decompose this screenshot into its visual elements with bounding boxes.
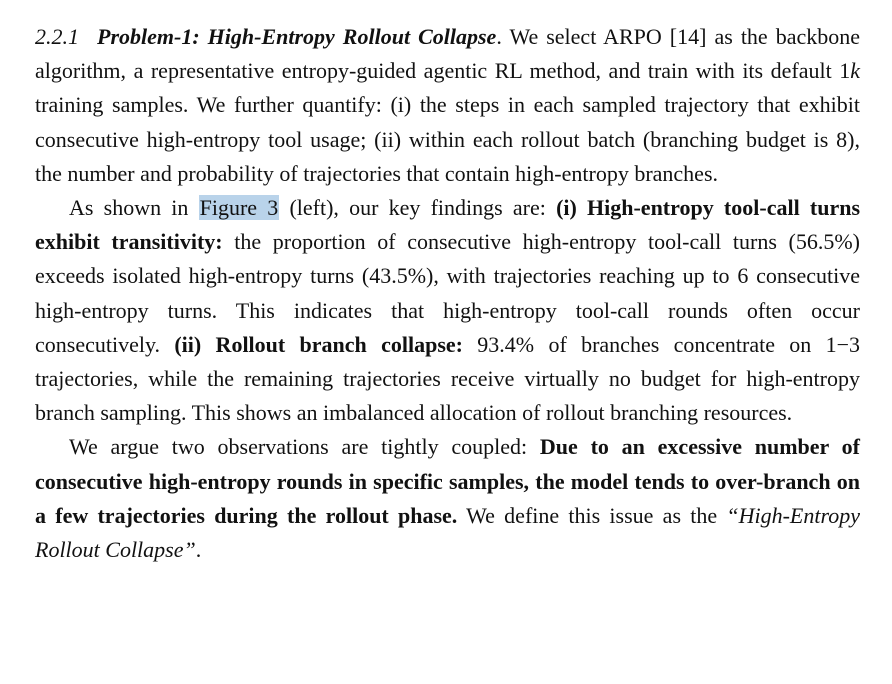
p3-bold-claim: Due to an excessive number of consecutive high-entropy rounds in specific samples, the model tends to over-branch on a few trajectories during the rollout phase. (35, 434, 861, 528)
section-number: 2.2.1 (35, 24, 79, 49)
paper-body (35, 20, 860, 567)
figure-reference-link[interactable]: Figure 3 (199, 195, 279, 221)
p2-c: the proportion of consecutive high-entropy tool-call turns (56.5%) exceeds isolated high-entropy turns (43.5%), with trajectories reaching up to 6 consecutive high-entropy turns. This indicates that high-entropy tool-call rounds often occur consecutively. (35, 229, 860, 357)
p3-b: We define this issue as the (457, 502, 727, 528)
p2-b: (left), our key findings are: (279, 195, 557, 221)
section-title: Problem-1: High-Entropy Rollout Collapse (97, 24, 497, 49)
p1-text: We select ARPO [14] as the backbone algorithm, a representative entropy-guided agentic RL method, and train with its default 1 (35, 24, 861, 84)
section-title-end: . (496, 24, 502, 49)
finding-2-heading: (ii) Rollout branch collapse: (174, 331, 463, 357)
p1-text2: training samples. We further quantify: (i) the steps in each sampled trajectory that exhibit consecutive high-entropy tool usage; (ii) within each rollout batch (branching budget is 8), the number and probability of trajectories that contain high-entropy branches. (35, 92, 860, 186)
paragraph-2 (35, 191, 860, 430)
p3-end: . (195, 537, 202, 563)
paragraph-3 (35, 430, 860, 567)
p3-a: We argue two observations are tightly coupled: (69, 434, 540, 460)
finding-1-heading: (i) High-entropy tool-call turns exhibit transitivity: (35, 195, 861, 255)
p2-a: As shown in (69, 195, 199, 221)
p1-k: k (850, 58, 860, 84)
paragraph-1 (35, 20, 860, 191)
p3-quote: “High-Entropy Rollout Collapse” (35, 502, 860, 563)
p2-d: 93.4% of branches concentrate on 1−3 trajectories, while the remaining trajectories receive virtually no budget for high-entropy branch sampling. This shows an imbalanced allocation of rollout branching resources. (35, 331, 861, 426)
